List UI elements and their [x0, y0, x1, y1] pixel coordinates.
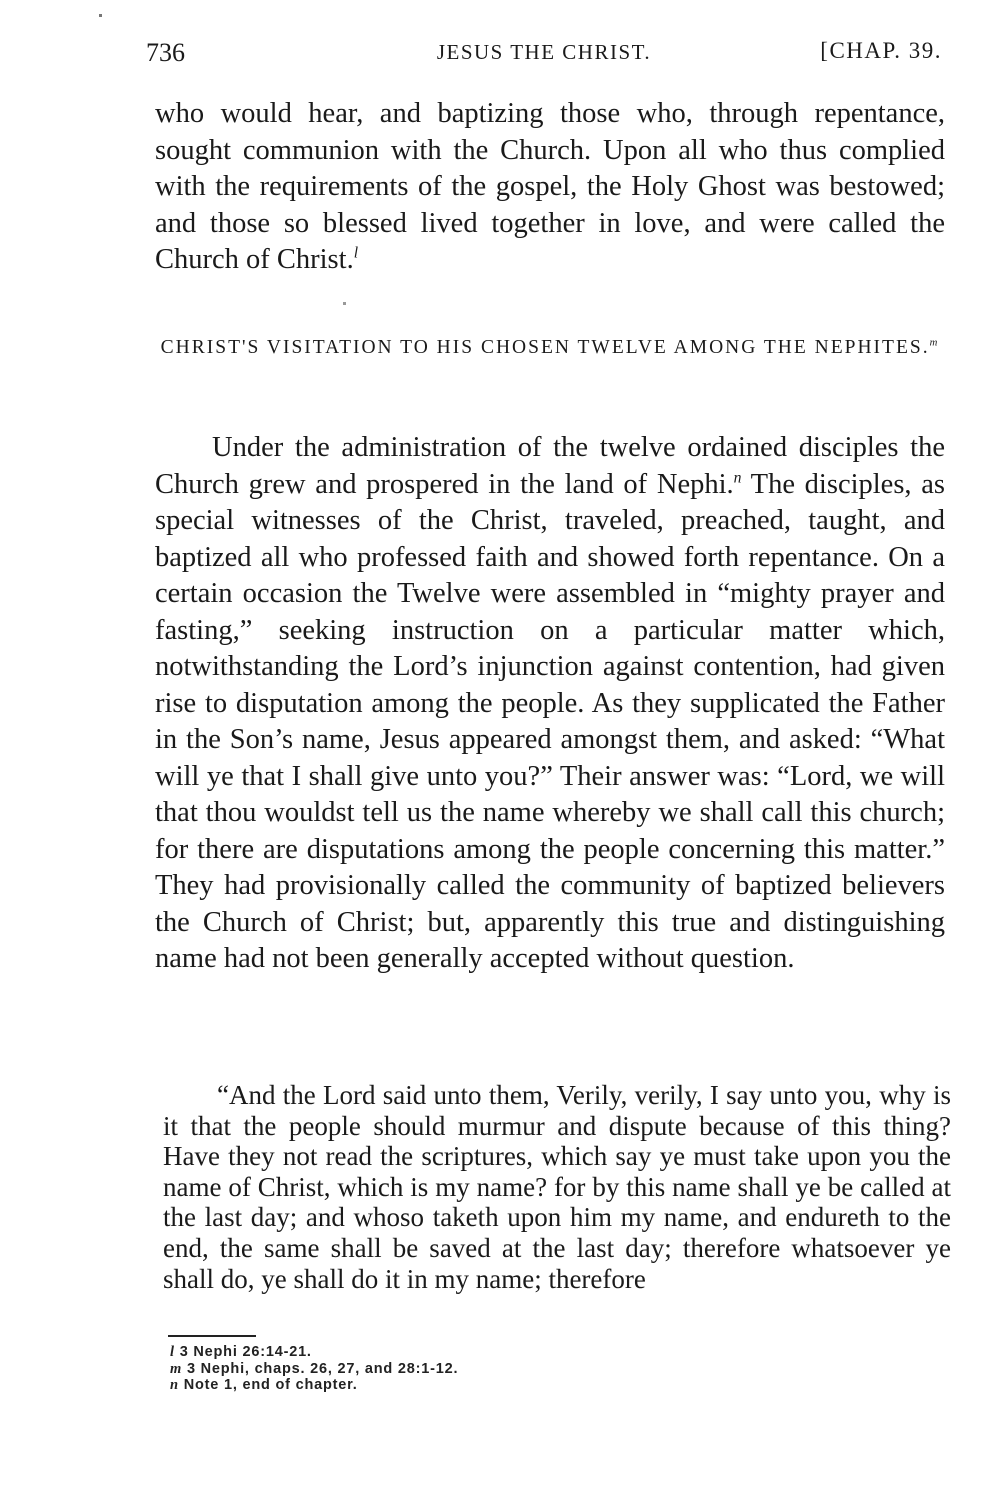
- page-number: 736: [146, 38, 185, 67]
- paragraph-text: The disciples, as special witnesses of the Christ, traveled, preached, taught, and baptized all who professed faith and showed forth repentance. On a certain occasion the Twelve were assembled in “mighty prayer and fasting,” seeking instruction on a particular matter which, notwithstanding the Lord’s injunction against contention, had given rise to disputation among the people. As they supplicated the Father in the Son’s name, Jesus appeared amongst them, and asked: “What will ye that I shall give unto you?” Their answer was: “Lord, we will that thou wouldst tell us the name whereby we shall call this church; for there are disputations among the people concerning this matter.” They had provisionally called the community of baptized believers the Church of Christ; but, apparently this true and distinguishing name had not been generally accepted without question.: [155, 468, 945, 974]
- footnote-text: 3 Nephi, chaps. 26, 27, and 28:1-12.: [186, 1360, 459, 1377]
- speck: [343, 302, 346, 305]
- running-header: [146, 38, 942, 78]
- footnote: [170, 1361, 770, 1378]
- speck: [99, 14, 102, 17]
- heading-text: CHRIST'S VISITATION TO HIS CHOSEN TWELVE AMONG THE NEPHITES.: [160, 337, 930, 358]
- block-quote: [163, 1080, 951, 1294]
- paragraph-text: who would hear, and baptizing those who, through repentance, sought communion with the Church. Upon all who thus complied with the requirements of the gospel, the Holy Ghost was bestowed; and those so blessed lived together in love, and were called the Church of Christ.: [155, 98, 945, 275]
- footnote: [170, 1377, 770, 1394]
- section-heading: [155, 330, 945, 366]
- footnote: [170, 1344, 770, 1361]
- footnote-mark: m: [170, 1360, 183, 1377]
- footnote-ref: l: [353, 244, 359, 262]
- footnote-text: 3 Nephi 26:14-21.: [179, 1344, 312, 1360]
- footnote-rule: [168, 1335, 256, 1337]
- footnote-mark: n: [170, 1377, 179, 1393]
- footnote-ref: m: [929, 336, 940, 349]
- footnote-mark: l: [170, 1344, 175, 1360]
- chapter-label: [CHAP. 39.: [820, 38, 942, 63]
- footnotes: [170, 1344, 770, 1394]
- paragraph-text: Under the administration of the twelve ordained disciples the Church grew and prospered in the land of Nephi.: [155, 432, 945, 500]
- paragraph: [155, 430, 945, 978]
- quote-text: “And the Lord said unto them, Verily, verily, I say unto you, why is it that the people should murmur and dispute because of this thing? Have they not read the scriptures, which say ye must take upon you the name of Christ, which is my name? for by this name shall ye be called at the last day; and whoso taketh upon him my name, and endureth to the end, the same shall be saved at the last day; therefore whatsoever ye shall do, ye shall do it in my name; therefore: [163, 1080, 951, 1294]
- footnote-text: Note 1, end of chapter.: [183, 1377, 358, 1393]
- paragraph-continued: [155, 96, 945, 279]
- footnote-ref: n: [733, 469, 742, 486]
- running-title: JESUS THE CHRIST.: [436, 40, 652, 64]
